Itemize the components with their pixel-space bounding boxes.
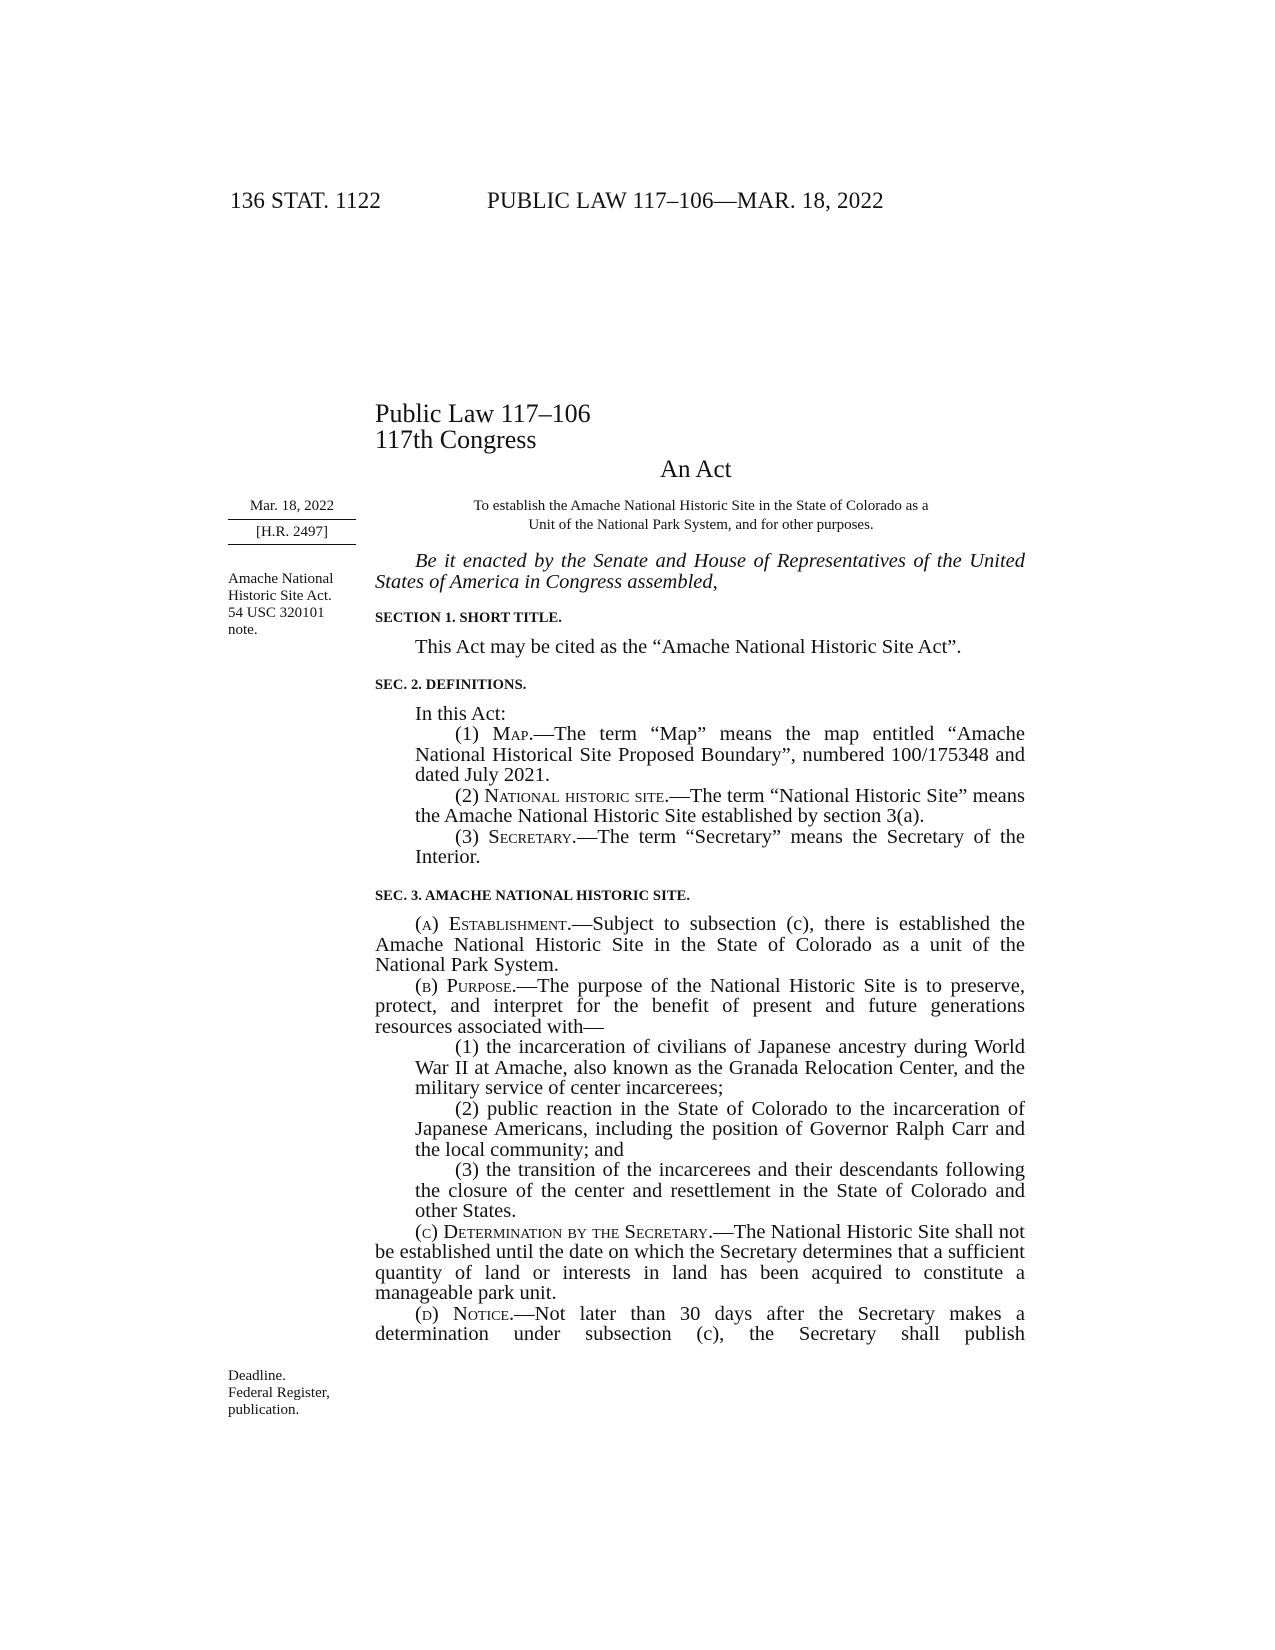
margin-note-line: note. bbox=[228, 622, 258, 638]
subsection-a bbox=[375, 914, 1025, 976]
margin-note-line: Deadline. bbox=[228, 1368, 286, 1384]
section-2-intro: In this Act: bbox=[415, 702, 507, 725]
enactment-date: Mar. 18, 2022 bbox=[228, 497, 356, 520]
subsection-c bbox=[375, 1222, 1025, 1304]
definition-label: (1) Map. bbox=[455, 723, 534, 745]
subsection-text: —Subject to subsection (c), there is established the Amache National Historic Site in the State of Colorado as a unit of the National Park System. bbox=[375, 913, 1025, 976]
definition-label: (2) National historic site. bbox=[455, 784, 670, 807]
margin-note-line: 54 USC 320101 bbox=[228, 605, 325, 621]
margin-note-line: Amache National bbox=[228, 571, 334, 587]
definition-text: —The term “National Historic Site” means the Amache National Historic Site established by section 3(a). bbox=[415, 784, 1025, 827]
date-bill-box bbox=[228, 497, 356, 545]
subsection-text: —The purpose of the National Historic Site is to preserve, protect, and interpret for the benefit of present and future generations resources associated with— bbox=[375, 974, 1025, 1038]
section-3-heading: SEC. 3. AMACHE NATIONAL HISTORIC SITE. bbox=[375, 887, 691, 904]
margin-note-line: Historic Site Act. bbox=[228, 588, 332, 604]
margin-note-line: Federal Register, bbox=[228, 1385, 330, 1401]
definition-text: —The term “Secretary” means the Secretary of the Interior. bbox=[415, 825, 1025, 868]
enacting-clause: Be it enacted by the Senate and House of Representatives of the United States of America in Congress assembled, bbox=[375, 550, 1025, 593]
definition-secretary bbox=[375, 827, 1025, 868]
definition-label: (3) Secretary. bbox=[455, 825, 577, 848]
subsection-d bbox=[375, 1304, 1025, 1345]
page-stat-number: 136 STAT. 1122 bbox=[230, 188, 382, 213]
subsection-label: (b) Purpose. bbox=[415, 974, 517, 997]
subsection-b bbox=[375, 976, 1025, 1038]
subsection-text: —Not later than 30 days after the Secretary makes a determination under subsection (c), the Secretary shall publish bbox=[375, 1302, 1025, 1345]
paragraph-b2: (2) public reaction in the State of Colorado to the incarceration of Japanese Americans, including the position of Governor Ralph Carr and the local community; and bbox=[415, 1097, 1025, 1161]
paragraph-b1: (1) the incarceration of civilians of Japanese ancestry during World War II at Amache, also known as the Granada Relocation Center, and the military service of center incarcerees; bbox=[415, 1036, 1025, 1099]
definition-map bbox=[375, 724, 1025, 786]
subsection-label: (d) Notice. bbox=[415, 1302, 515, 1325]
subsection-label: (c) Determination by the Secretary. bbox=[415, 1220, 714, 1243]
an-act-heading: An Act bbox=[660, 456, 732, 483]
section-1-heading: SECTION 1. SHORT TITLE. bbox=[375, 610, 563, 626]
running-head-title: PUBLIC LAW 117–106—MAR. 18, 2022 bbox=[487, 188, 884, 213]
section-1-text: This Act may be cited as the “Amache National Historic Site Act”. bbox=[415, 635, 962, 658]
congress-number: 117th Congress bbox=[375, 425, 537, 454]
bill-number: [H.R. 2497] bbox=[228, 520, 356, 545]
purpose-line-2: Unit of the National Park System, and for other purposes. bbox=[528, 517, 874, 533]
definition-national-historic-site bbox=[375, 786, 1025, 827]
margin-note-deadline bbox=[228, 1368, 330, 1419]
body-text bbox=[375, 551, 1025, 1345]
definition-text: —The term “Map” means the map entitled “Amache National Historical Site Proposed Boundary”, numbered 100/175348 and dated July 2021. bbox=[415, 723, 1025, 786]
margin-note-short-title bbox=[228, 571, 333, 639]
margin-note-line: publication. bbox=[228, 1402, 300, 1418]
subsection-label: (a) Establishment. bbox=[415, 913, 572, 935]
subsection-text: —The National Historic Site shall not be established until the date on which the Secretary determines that a sufficient quantity of land or interests in land has been acquired to constitute a manageable park unit. bbox=[375, 1220, 1025, 1304]
purpose-line-1: To establish the Amache National Historic Site in the State of Colorado as a bbox=[473, 498, 929, 514]
paragraph-b3: (3) the transition of the incarcerees and their descendants following the closure of the center and resettlement in the State of Colorado and other States. bbox=[415, 1159, 1025, 1222]
section-2-heading: SEC. 2. DEFINITIONS. bbox=[375, 677, 527, 693]
public-law-number: Public Law 117–106 bbox=[375, 399, 591, 428]
purpose-caption bbox=[408, 497, 994, 535]
